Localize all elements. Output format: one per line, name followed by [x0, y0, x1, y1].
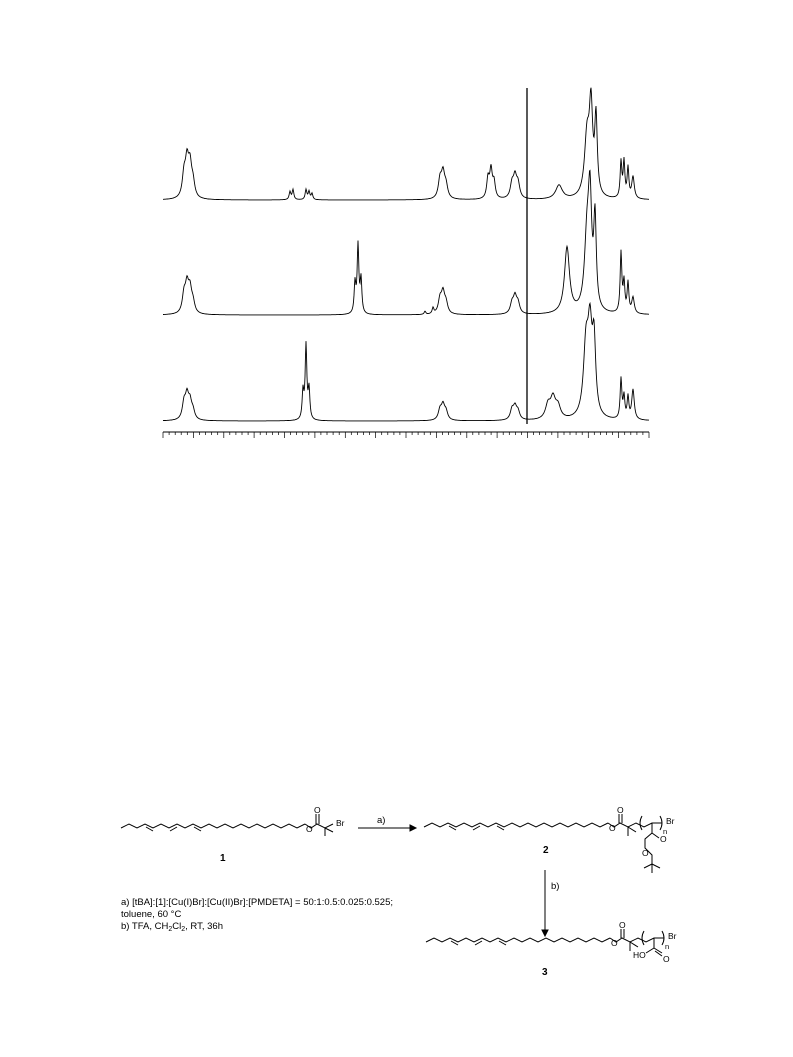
compound-1-number: 1 [220, 853, 226, 864]
compound-2-tbu [644, 864, 652, 868]
compound-3-methyl [630, 942, 638, 947]
conditions-line-a: a) [tBA]:[1]:[Cu(I)Br]:[Cu(II)Br]:[PMDETA] = 50:1:0.5:0.025:0.525; [121, 897, 394, 908]
compound-3-acid-carbonyl [655, 951, 662, 956]
compound-3-o-label: O [619, 920, 626, 930]
compound-2-double-bond [473, 826, 480, 830]
compound-3-chain [426, 938, 610, 942]
compound-2-o-label: O [617, 805, 624, 815]
compound-3-ho-label: HO [633, 950, 646, 960]
compound-3-acid-carbonyl [654, 948, 662, 953]
conditions-line-a-solvent: toluene, 60 °C [121, 909, 182, 920]
reaction-arrow-b-head [542, 930, 548, 936]
arrow-b-label: b) [551, 881, 560, 892]
compound-2-ester [608, 823, 662, 827]
compound-1-o-label: O [306, 824, 313, 834]
compound-3-o-label: O [611, 938, 618, 948]
compound-2-bracket-left [640, 816, 642, 830]
compound-2-methyl [628, 827, 636, 832]
compound-2-br-label: Br [666, 816, 675, 826]
compound-2-tbu [652, 864, 660, 868]
compound-1-br-label: Br [336, 818, 345, 828]
compound-3-o-label: O [663, 954, 670, 964]
compound-1-double-bond [170, 827, 177, 831]
reaction-conditions [121, 897, 393, 936]
compound-1-o-label: O [314, 805, 321, 815]
compound-3-bracket-left [642, 931, 644, 945]
compound-2-o-label: O [660, 834, 667, 844]
compound-1-chain [121, 824, 305, 828]
compound-3-br-label: Br [668, 931, 677, 941]
compound-3-acid [646, 948, 654, 953]
compound-2-o-label: O [642, 848, 649, 858]
compound-2-number: 2 [543, 845, 549, 856]
conditions-line-b: b) TFA, $CH_2Cl_2$, RT, 36h [121, 921, 223, 933]
compound-2-tbu-ester [652, 833, 659, 838]
compound-2-chain [424, 823, 608, 827]
reaction-arrow-a-head [410, 825, 416, 831]
compound-3-ester [610, 938, 664, 942]
compound-2-n-label: n [663, 827, 668, 836]
compound-1-methyl [325, 828, 333, 832]
compound-3-number: 3 [542, 967, 548, 978]
compound-3-double-bond [475, 941, 482, 945]
compound-3-n-label: n [665, 942, 670, 951]
arrow-a-label: a) [377, 815, 386, 826]
compound-2-o-label: O [609, 823, 616, 833]
